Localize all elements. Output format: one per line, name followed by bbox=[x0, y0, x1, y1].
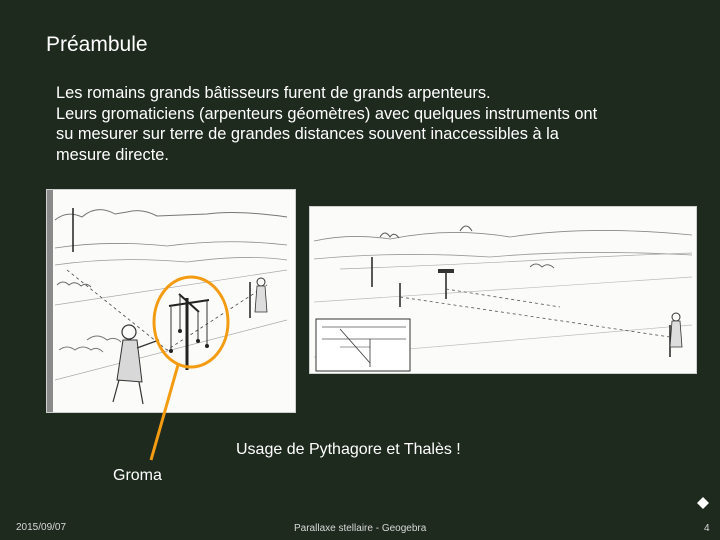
groma-caption: Groma bbox=[113, 467, 162, 484]
slide-number: 4 bbox=[704, 523, 710, 534]
body-line: Les romains grands bâtisseurs furent de grands arpenteurs. bbox=[56, 84, 491, 102]
field-survey-illustration bbox=[309, 206, 697, 374]
footer-title: Parallaxe stellaire - Geogebra bbox=[294, 523, 427, 534]
slide-title: Préambule bbox=[46, 33, 148, 56]
pythagore-thales-caption: Usage de Pythagore et Thalès ! bbox=[236, 441, 461, 458]
body-line: Leurs gromaticiens (arpenteurs géomètres) avec quelques instruments ont bbox=[56, 104, 598, 123]
groma-surveyor-drawing bbox=[47, 190, 295, 412]
body-line: mesure directe. bbox=[56, 145, 169, 164]
slide-body-text bbox=[56, 83, 696, 165]
footer-date: 2015/09/07 bbox=[16, 522, 67, 533]
diamond-icon[interactable] bbox=[697, 497, 709, 509]
body-line: su mesurer sur terre de grandes distances souvent inaccessibles à la bbox=[56, 125, 559, 143]
field-survey-drawing bbox=[310, 207, 696, 373]
groma-surveyor-illustration bbox=[46, 189, 296, 413]
